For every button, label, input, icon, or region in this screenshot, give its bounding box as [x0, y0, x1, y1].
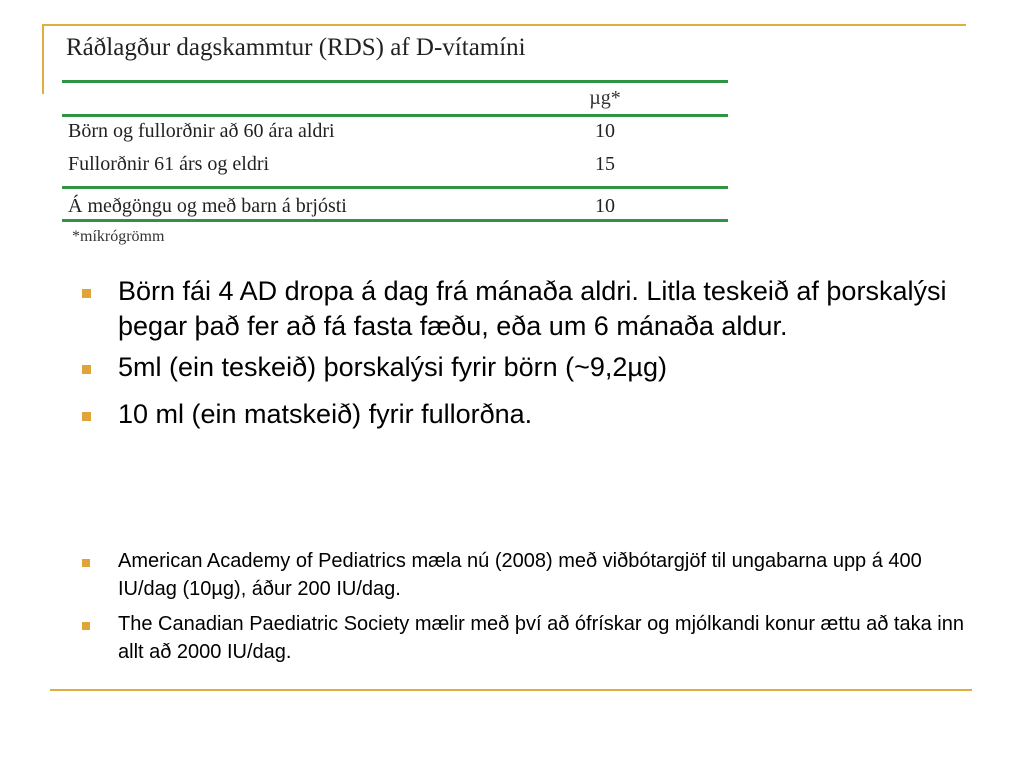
row-label: Á meðgöngu og með barn á brjósti: [68, 195, 347, 217]
table-rule-header: [62, 114, 728, 117]
list-item: [80, 547, 980, 603]
slide-bottom-rule: [50, 689, 972, 691]
list-item: [80, 350, 980, 385]
list-item: [80, 274, 980, 344]
main-bullet-list: [80, 274, 980, 438]
unit-column-header: µg*: [589, 87, 621, 109]
list-item: [80, 397, 980, 432]
bullet-text: 10 ml (ein matskeið) fyrir fullorðna.: [118, 399, 533, 429]
row-label: Fullorðnir 61 árs og eldri: [68, 153, 270, 175]
bullet-text: American Academy of Pediatrics mæla nú (2008) með viðbótargjöf til ungabarna upp á 400 IU/dag (10µg), áður 200 IU/dag.: [118, 550, 922, 600]
table-rule-mid: [62, 186, 728, 189]
table-rule-bottom: [62, 219, 728, 222]
square-bullet-icon: [82, 289, 91, 298]
square-bullet-icon: [82, 559, 90, 567]
slide-top-rule: [44, 24, 966, 26]
row-value: 15: [595, 153, 615, 175]
bullet-text: The Canadian Paediatric Society mælir með því að ófrískar og mjólkandi konur ættu að taka inn allt að 2000 IU/dag.: [118, 613, 964, 663]
table-footnote: *míkrógrömm: [72, 228, 165, 245]
bullet-text: 5ml (ein teskeið) þorskalýsi fyrir börn (~9,2µg): [118, 352, 667, 382]
square-bullet-icon: [82, 622, 90, 630]
row-value: 10: [595, 195, 615, 217]
secondary-bullet-list: [80, 547, 980, 673]
row-label: Börn og fullorðnir að 60 ára aldri: [68, 120, 335, 142]
square-bullet-icon: [82, 412, 91, 421]
slide-left-rule: [42, 24, 44, 94]
list-item: [80, 610, 980, 666]
square-bullet-icon: [82, 365, 91, 374]
table-title: Ráðlagður dagskammtur (RDS) af D-vítamíni: [66, 34, 526, 61]
rds-table: [60, 30, 736, 252]
table-rule-top: [62, 80, 728, 83]
bullet-text: Börn fái 4 AD dropa á dag frá mánaða aldri. Litla teskeið af þorskalýsi þegar það fer að fá fasta fæðu, eða um 6 mánaða aldur.: [118, 276, 947, 341]
row-value: 10: [595, 120, 615, 142]
